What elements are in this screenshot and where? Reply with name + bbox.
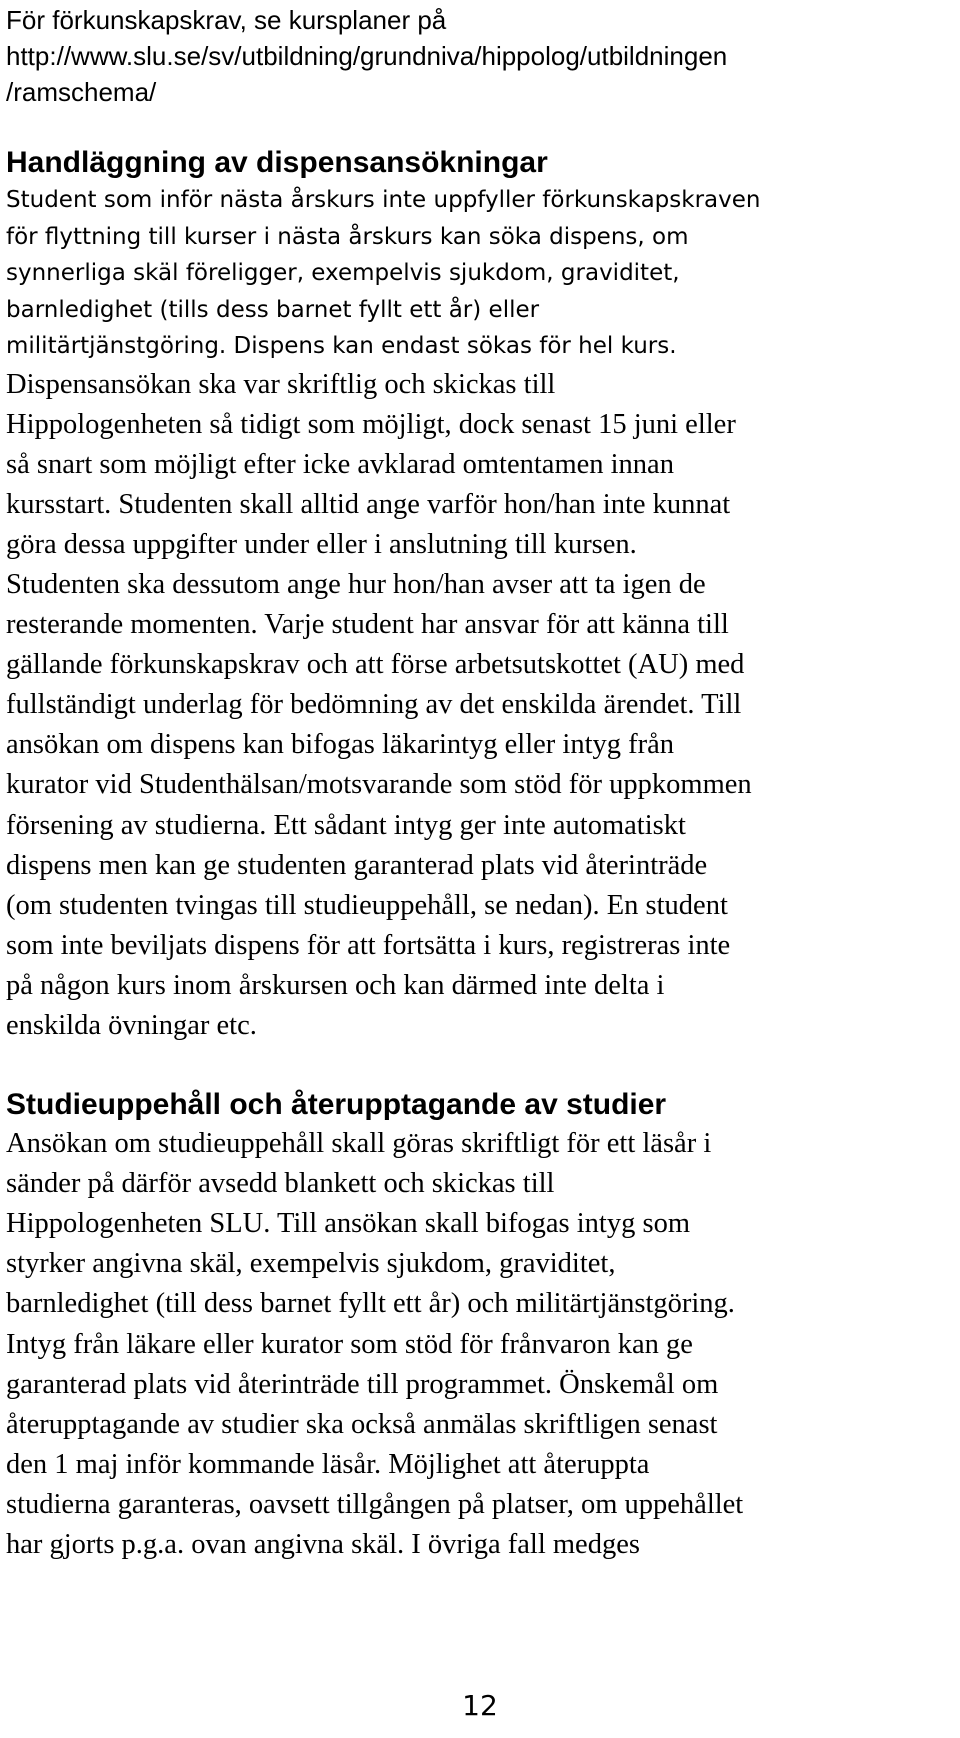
paragraph-line: som inte beviljats dispens för att fortsätta i kurs, registreras inte bbox=[6, 929, 731, 961]
paragraph-line: gällande förkunskapskrav och att förse arbetsutskottet (AU) med bbox=[6, 649, 745, 681]
paragraph-line: Dispensansökan ska var skriftlig och skickas till bbox=[6, 368, 556, 400]
paragraph-line: barnledighet (till dess barnet fyllt ett år) och militärtjänstgöring. bbox=[6, 1288, 735, 1320]
kursplaner-link[interactable] bbox=[6, 38, 956, 74]
paragraph-line: försening av studierna. Ett sådant intyg ger inte automatiskt bbox=[6, 809, 686, 841]
paragraph-line: fullständigt underlag för bedömning av det enskilda ärendet. Till bbox=[6, 689, 742, 721]
paragraph-line: barnledighet (tills dess barnet fyllt ett år) eller bbox=[6, 296, 540, 323]
paragraph-line: kursstart. Studenten skall alltid ange varför hon/han inte kunnat bbox=[6, 488, 731, 520]
paragraph-line: Intyg från läkare eller kurator som stöd för frånvaron kan ge bbox=[6, 1328, 693, 1360]
paragraph-line: synnerliga skäl föreligger, exempelvis sjukdom, graviditet, bbox=[6, 260, 680, 286]
paragraph-line: den 1 maj inför kommande läsår. Möjlighet att återuppta bbox=[6, 1448, 650, 1480]
paragraph-line: göra dessa uppgifter under eller i anslutning till kursen. bbox=[6, 528, 637, 560]
paragraph-line: dispens men kan ge studenten garanterad plats vid återinträde bbox=[6, 849, 708, 881]
page-number: 12 bbox=[462, 1689, 498, 1722]
kursplaner-link-continued[interactable] bbox=[6, 74, 956, 110]
kursplaner-link-text-2[interactable]: /ramschema/ bbox=[6, 77, 157, 107]
kursplaner-link-text[interactable]: http://www.slu.se/sv/utbildning/grundniva/hippolog/utbildningen bbox=[6, 41, 728, 71]
paragraph-line: militärtjänstgöring. Dispens kan endast sökas för hel kurs. bbox=[6, 333, 677, 359]
paragraph-line: Student som inför nästa årskurs inte uppfyller förkunskapskraven bbox=[6, 187, 761, 213]
paragraph-line: (om studenten tvingas till studieuppehåll, se nedan). En student bbox=[6, 889, 728, 921]
paragraph-line: ansökan om dispens kan bifogas läkarintyg eller intyg från bbox=[6, 729, 674, 761]
paragraph-line: för flyttning till kurser i nästa årskurs kan söka dispens, om bbox=[6, 223, 689, 250]
paragraph-line: garanterad plats vid återinträde till programmet. Önskemål om bbox=[6, 1368, 719, 1400]
study-break-paragraph bbox=[6, 1124, 956, 1565]
paragraph-line: Hippologenheten så tidigt som möjligt, dock senast 15 juni eller bbox=[6, 408, 736, 440]
study-break-heading: Studieuppehåll och återupptagande av studier bbox=[6, 1088, 667, 1122]
paragraph-line: Hippologenheten SLU. Till ansökan skall bifogas intyg som bbox=[6, 1208, 690, 1240]
paragraph-line: Studenten ska dessutom ange hur hon/han avser att ta igen de bbox=[6, 568, 706, 600]
paragraph-line: styrker angivna skäl, exempelvis sjukdom, graviditet, bbox=[6, 1248, 616, 1280]
paragraph-line: sänder på därför avsedd blankett och skickas till bbox=[6, 1168, 555, 1200]
prerequisites-block bbox=[6, 2, 956, 110]
prerequisites-text: För förkunskapskrav, se kursplaner på bbox=[6, 5, 447, 35]
paragraph-line: återupptagande av studier ska också anmälas skriftligen senast bbox=[6, 1408, 718, 1440]
paragraph-line: på någon kurs inom årskursen och kan därmed inte delta i bbox=[6, 969, 665, 1001]
paragraph-line: resterande momenten. Varje student har ansvar för att känna till bbox=[6, 609, 729, 641]
dispensation-paragraph bbox=[6, 182, 956, 1046]
paragraph-line: har gjorts p.g.a. ovan angivna skäl. I övriga fall medges bbox=[6, 1529, 640, 1561]
document-page bbox=[6, 0, 956, 1565]
paragraph-line: enskilda övningar etc. bbox=[6, 1010, 257, 1041]
paragraph-line: Ansökan om studieuppehåll skall göras skriftligt för ett läsår i bbox=[6, 1128, 712, 1160]
paragraph-line: så snart som möjligt efter icke avklarad omtentamen innan bbox=[6, 448, 674, 480]
dispensation-heading: Handläggning av dispensansökningar bbox=[6, 146, 548, 179]
paragraph-line: studierna garanteras, oavsett tillgången på platser, om uppehållet bbox=[6, 1488, 744, 1520]
paragraph-line: kurator vid Studenthälsan/motsvarande som stöd för uppkommen bbox=[6, 769, 752, 801]
